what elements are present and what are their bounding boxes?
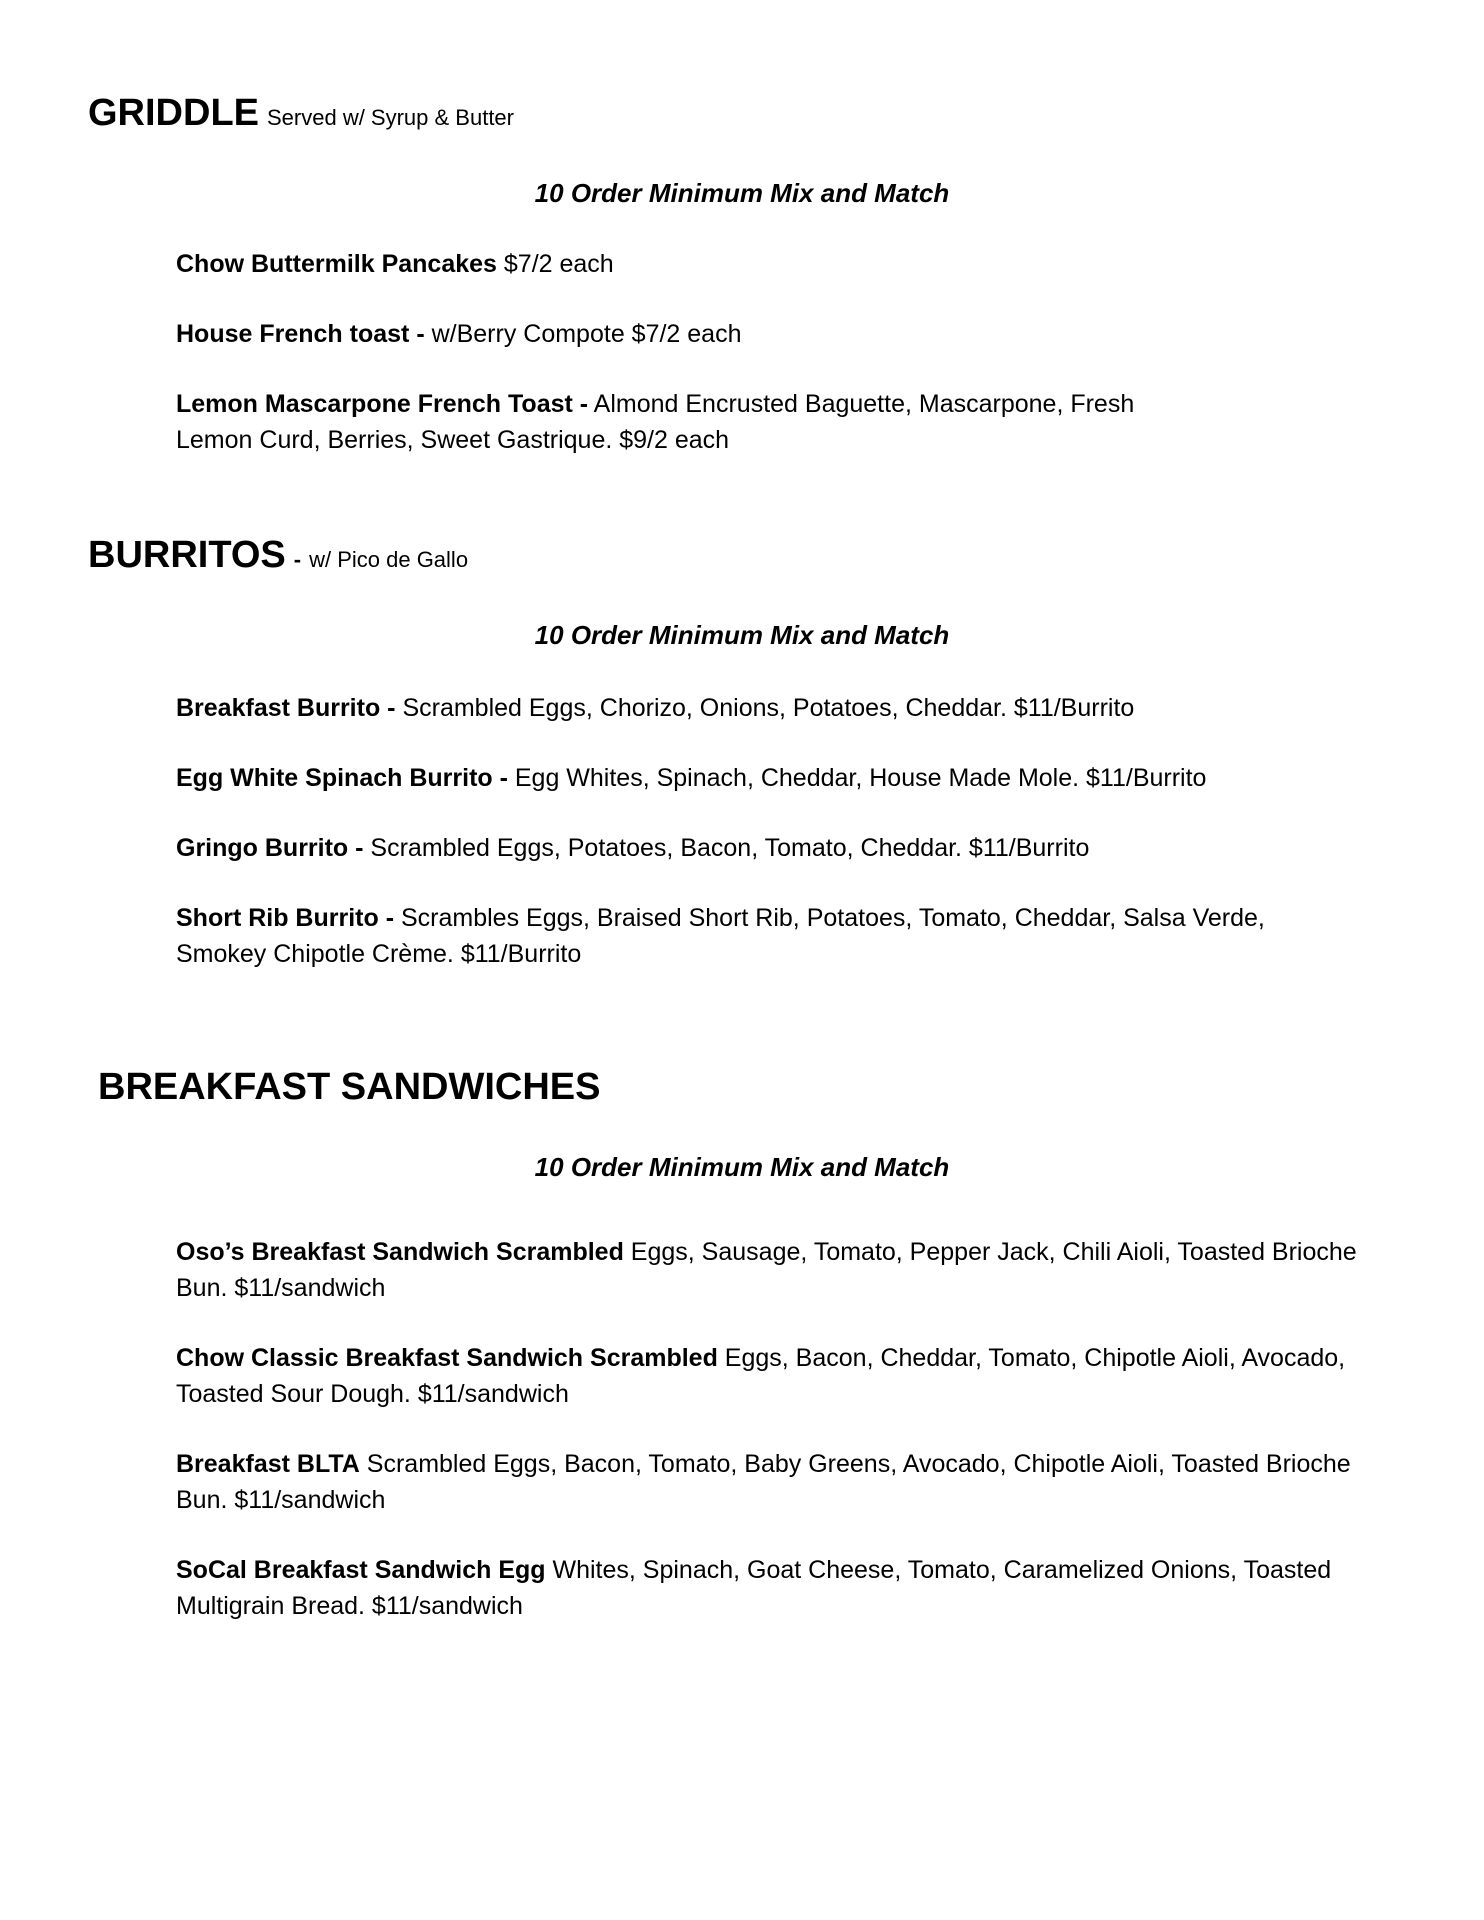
item-name: SoCal Breakfast Sandwich Egg [176, 1556, 546, 1584]
menu-item [176, 386, 1196, 458]
griddle-header [88, 92, 514, 135]
menu-item [176, 1234, 1406, 1306]
item-description: Scrambled Eggs, Chorizo, Onions, Potatoes, Cheddar. $11/Burrito [395, 694, 1135, 722]
item-name: Egg White Spinach Burrito - [176, 764, 508, 792]
item-description: Eggs, Sausage, Tomato, Pepper Jack, Chili Aioli, Toasted Brioche Bun. $11/sandwich [176, 1238, 1357, 1302]
griddle-title: GRIDDLE [88, 92, 259, 134]
item-name: Chow Classic Breakfast Sandwich Scrambled [176, 1344, 718, 1372]
item-name: House French toast - [176, 320, 425, 348]
item-name: Oso’s Breakfast Sandwich Scrambled [176, 1238, 624, 1266]
sandwiches-minimum-note: 10 Order Minimum Mix and Match [534, 1152, 950, 1182]
item-description: Scrambled Eggs, Bacon, Tomato, Baby Greens, Avocado, Chipotle Aioli, Toasted Brioche Bun. $11/sandwich [176, 1450, 1351, 1514]
item-description: Egg Whites, Spinach, Cheddar, House Made Mole. $11/Burrito [507, 764, 1207, 792]
item-name: Breakfast Burrito - [176, 694, 396, 722]
sandwiches-header [98, 1066, 600, 1109]
burritos-dash: - [293, 547, 302, 572]
menu-item [176, 1552, 1406, 1624]
burritos-title: BURRITOS [88, 534, 286, 576]
sandwiches-title: BREAKFAST SANDWICHES [98, 1066, 601, 1108]
griddle-minimum-note: 10 Order Minimum Mix and Match [534, 178, 950, 208]
item-description: Scrambles Eggs, Braised Short Rib, Potatoes, Tomato, Cheddar, Salsa Verde, Smokey Chipotle Crème. $11/Burrito [176, 904, 1265, 968]
item-name: Gringo Burrito - [176, 834, 364, 862]
burritos-minimum-note: 10 Order Minimum Mix and Match [534, 620, 950, 650]
item-description: Almond Encrusted Baguette, Mascarpone, Fresh Lemon Curd, Berries, Sweet Gastrique. $9/2 each [176, 390, 1135, 454]
item-description: w/Berry Compote $7/2 each [424, 320, 742, 348]
item-name: Chow Buttermilk Pancakes [176, 250, 497, 278]
griddle-subtitle: Served w/ Syrup & Butter [267, 105, 514, 130]
burritos-subtitle: w/ Pico de Gallo [309, 547, 469, 572]
item-name: Lemon Mascarpone French Toast - [176, 390, 589, 418]
menu-item [176, 830, 1406, 866]
menu-item [176, 900, 1326, 972]
item-name: Breakfast BLTA [176, 1450, 360, 1478]
item-name: Short Rib Burrito - [176, 904, 395, 932]
menu-item [176, 1340, 1406, 1412]
item-description: Eggs, Bacon, Cheddar, Tomato, Chipotle Aioli, Avocado, Toasted Sour Dough. $11/sandwich [176, 1344, 1346, 1408]
item-description: $7/2 each [496, 250, 614, 278]
item-description: Scrambled Eggs, Potatoes, Bacon, Tomato, Cheddar. $11/Burrito [363, 834, 1090, 862]
menu-item [176, 690, 1406, 726]
item-description: Whites, Spinach, Goat Cheese, Tomato, Caramelized Onions, Toasted Multigrain Bread. $11/sandwich [176, 1556, 1332, 1620]
menu-item [176, 760, 1406, 796]
menu-item [176, 246, 1406, 282]
burritos-header [88, 534, 468, 577]
menu-item [176, 316, 1406, 352]
menu-item [176, 1446, 1406, 1518]
